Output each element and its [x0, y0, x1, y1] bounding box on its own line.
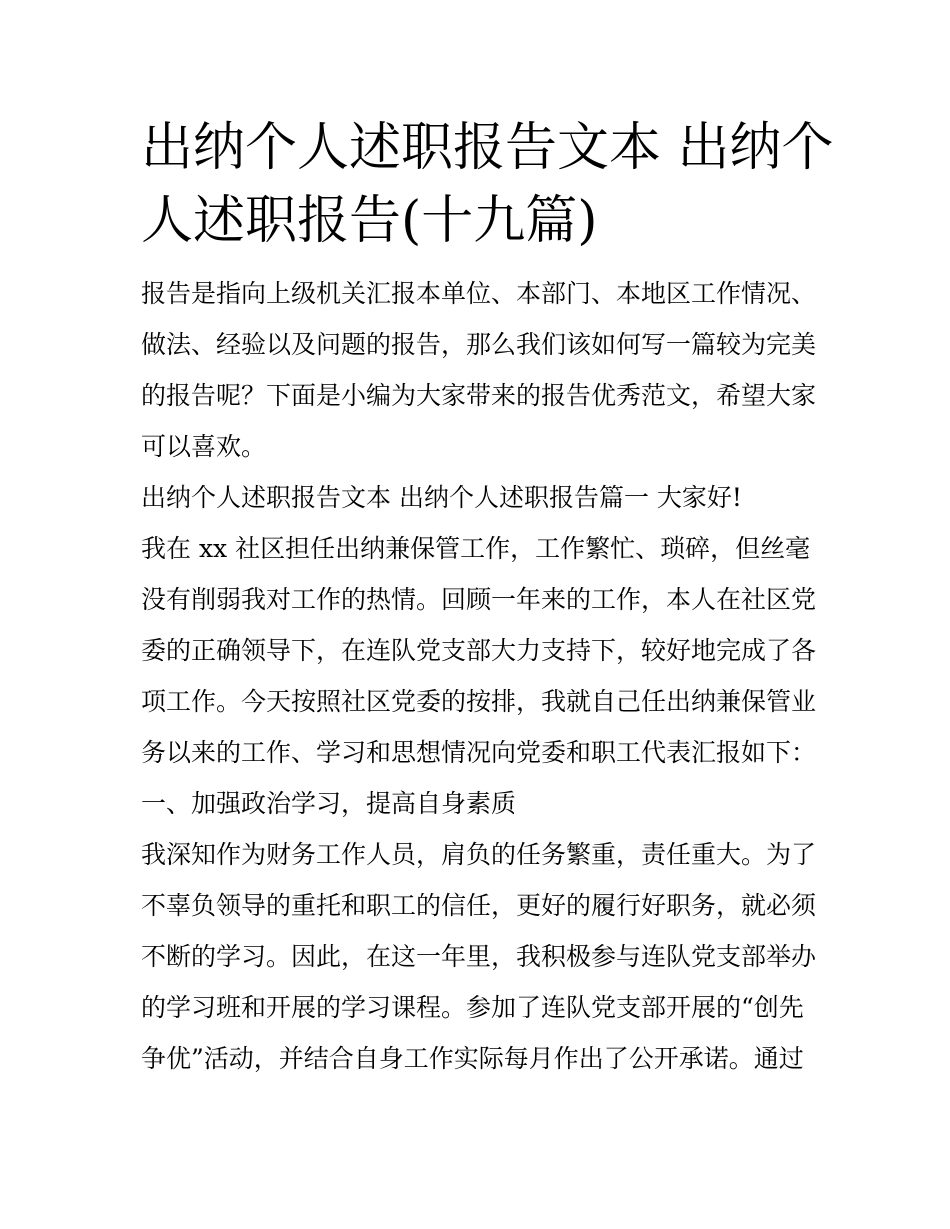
- document-title: [141, 112, 834, 258]
- intro-paragraph: [141, 268, 817, 472]
- text-line: 争优”活动，并结合自身工作实际每月作出了公开承诺。通过: [141, 1044, 804, 1073]
- text-line: 做法、经验以及问题的报告，那么我们该如何写一篇较为完美: [141, 330, 817, 359]
- text-line: 不辜负领导的重托和职工的信任，更好的履行好职务，就必须: [141, 891, 817, 920]
- body-paragraph: [141, 829, 817, 1084]
- text-line: 务以来的工作、学习和思想情况向党委和职工代表汇报如下：: [141, 738, 817, 767]
- text-line: 出纳个人述职报告文本 出纳个人述职报告篇一 大家好!: [141, 483, 742, 512]
- text-line: 我深知作为财务工作人员，肩负的任务繁重，责任重大。为了: [141, 840, 817, 869]
- title-line: 人述职报告(十九篇): [141, 191, 598, 251]
- text-line: 报告是指向上级机关汇报本单位、本部门、本地区工作情况、: [141, 279, 817, 308]
- subheading-paragraph: [141, 778, 813, 829]
- text-line: 委的正确领导下，在连队党支部大力支持下，较好地完成了各: [141, 636, 817, 665]
- text-line: 不断的学习。因此，在这一年里，我积极参与连队党支部举办: [141, 942, 817, 971]
- text-line: 我在 xx 社区担任出纳兼保管工作，工作繁忙、琐碎，但丝毫: [141, 534, 811, 563]
- text-line: 可以喜欢。: [141, 432, 267, 461]
- text-line: 的报告呢？下面是小编为大家带来的报告优秀范文，希望大家: [141, 381, 817, 410]
- text-line: 一、加强政治学习，提高自身素质: [141, 789, 517, 818]
- title-line: 出纳个人述职报告文本 出纳个: [141, 118, 834, 178]
- document-body: [141, 112, 834, 1084]
- text-line: 没有削弱我对工作的热情。回顾一年来的工作，本人在社区党: [141, 585, 817, 614]
- section-heading-paragraph: [141, 472, 813, 523]
- text-line: 项工作。今天按照社区党委的按排，我就自己任出纳兼保管业: [141, 687, 817, 716]
- text-line: 的学习班和开展的学习课程。参加了连队党支部开展的“创先: [141, 993, 804, 1022]
- body-paragraph: [141, 523, 817, 778]
